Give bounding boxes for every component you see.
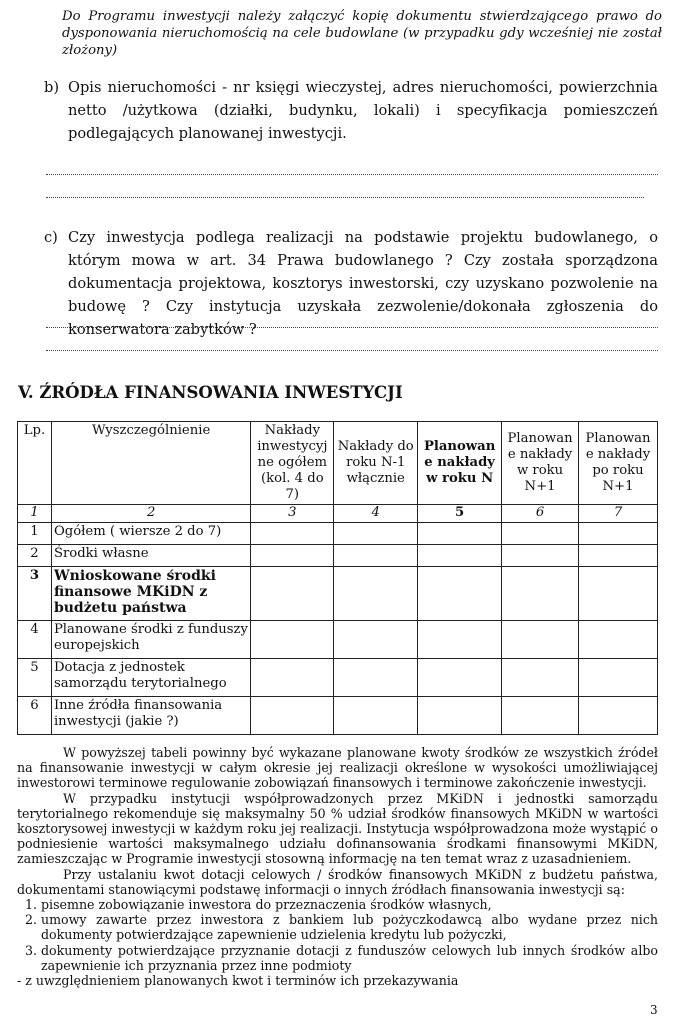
table-row bbox=[18, 523, 658, 545]
row-desc: Inne źródła finansowania inwestycji (jakie ?) bbox=[51, 697, 250, 735]
documents-list bbox=[17, 897, 658, 973]
header-desc: Wyszczególnienie bbox=[51, 422, 250, 505]
cell-value[interactable] bbox=[418, 567, 502, 621]
item-b bbox=[44, 76, 658, 146]
row-lp: 4 bbox=[18, 621, 52, 659]
explanation-paragraph: Przy ustalaniu kwot dotacji celowych / środków finansowych MKiDN z budżetu państwa, dokumentami stanowiącymi podstawę informacji o innych źródłach finansowania inwestycji są: bbox=[17, 866, 658, 897]
table-row bbox=[18, 545, 658, 567]
answer-line bbox=[46, 350, 658, 351]
cell-value[interactable] bbox=[418, 659, 502, 697]
column-number: 5 bbox=[418, 505, 502, 523]
cell-value[interactable] bbox=[579, 545, 658, 567]
column-number: 2 bbox=[51, 505, 250, 523]
column-number: 6 bbox=[502, 505, 579, 523]
explanation-paragraph: W przypadku instytucji współprowadzonych przez MKiDN i jednostki samorządu terytorialnego rekomenduje się maksymalny 50 % udział środków finansowych MKiDN w wartości kosztorysowej inwestycji w każdym roku jej realizacji. Instytucja współprowadzona może wystąpić o podniesienie wartości maksymalnego udziału dofinansowania środkami finansowymi MKiDN, zamieszczając w Programie inwestycji stosowną informację na ten temat wraz z uzasadnieniem. bbox=[17, 790, 658, 867]
cell-value[interactable] bbox=[502, 659, 579, 697]
header-until-n-1: Nakłady do roku N-1 włącznie bbox=[334, 422, 418, 505]
list-item: 2. umowy zawarte przez inwestora z bankiem lub pożyczkodawcą albo wydane przez nich dokumenty potwierdzające zapewnienie udzielenia kredytu lub pożyczki, bbox=[41, 912, 658, 942]
cell-value[interactable] bbox=[251, 567, 334, 621]
column-number: 1 bbox=[18, 505, 52, 523]
list-item: 3. dokumenty potwierdzające przyznanie dotacji z funduszów celowych lub innych środków albo zapewnienie ich przyznania przez inne podmioty bbox=[41, 943, 658, 973]
cell-value[interactable] bbox=[334, 621, 418, 659]
row-lp: 6 bbox=[18, 697, 52, 735]
cell-value[interactable] bbox=[579, 659, 658, 697]
list-item: 1. pisemne zobowiązanie inwestora do przeznaczenia środków własnych, bbox=[41, 897, 658, 912]
table-row bbox=[18, 697, 658, 735]
table-header-row bbox=[18, 422, 658, 505]
cell-value[interactable] bbox=[502, 523, 579, 545]
cell-value[interactable] bbox=[251, 545, 334, 567]
row-desc: Dotacja z jednostek samorządu terytorialnego bbox=[51, 659, 250, 697]
row-desc: Wnioskowane środki finansowe MKiDN z budżetu państwa bbox=[51, 567, 250, 621]
cell-value[interactable] bbox=[418, 621, 502, 659]
page-number: 3 bbox=[650, 1003, 658, 1017]
cell-value[interactable] bbox=[502, 545, 579, 567]
item-c-text: Czy inwestycja podlega realizacji na podstawie projektu budowlanego, o którym mowa w art. 34 Prawa budowlanego ? Czy została sporządzona dokumentacja projektowa, kosztorys inwestorski, czy uzyskano pozwolenie na budowę ? Czy instytucja uzyskała zezwolenie/dokonała zgłoszenia do konserwatora zabytków ? bbox=[68, 229, 658, 338]
column-number: 4 bbox=[334, 505, 418, 523]
cell-value[interactable] bbox=[251, 697, 334, 735]
cell-value[interactable] bbox=[334, 659, 418, 697]
column-number: 3 bbox=[251, 505, 334, 523]
cell-value[interactable] bbox=[334, 697, 418, 735]
answer-line bbox=[46, 327, 658, 328]
header-lp: Lp. bbox=[18, 422, 52, 505]
cell-value[interactable] bbox=[418, 545, 502, 567]
cell-value[interactable] bbox=[251, 523, 334, 545]
table-row bbox=[18, 659, 658, 697]
column-number: 7 bbox=[579, 505, 658, 523]
cell-value[interactable] bbox=[579, 523, 658, 545]
header-year-n: Planowan e nakłady w roku N bbox=[418, 422, 502, 505]
header-year-n1: Planowan e nakłady w roku N+1 bbox=[502, 422, 579, 505]
item-c-label: c) bbox=[44, 229, 58, 246]
explanation-paragraph: W powyższej tabeli powinny być wykazane planowane kwoty środków ze wszystkich źródeł na finansowanie inwestycji w całym okresie jej realizacji określone w wysokości umożliwiającej inwestorowi terminowe regulowanie zobowiązań finansowych i terminowe zakończenie inwestycji. bbox=[17, 745, 658, 791]
table-row bbox=[18, 621, 658, 659]
cell-value[interactable] bbox=[251, 659, 334, 697]
cell-value[interactable] bbox=[579, 567, 658, 621]
header-total: Nakłady inwestycyj ne ogółem (kol. 4 do 7) bbox=[251, 422, 334, 505]
closing-line: - z uwzględnieniem planowanych kwot i terminów ich przekazywania bbox=[17, 973, 459, 989]
cell-value[interactable] bbox=[502, 621, 579, 659]
row-desc: Środki własne bbox=[51, 545, 250, 567]
cell-value[interactable] bbox=[251, 621, 334, 659]
explanatory-text bbox=[17, 745, 658, 988]
cell-value[interactable] bbox=[334, 545, 418, 567]
item-b-label: b) bbox=[44, 79, 60, 96]
cell-value[interactable] bbox=[334, 567, 418, 621]
row-lp: 3 bbox=[18, 567, 52, 621]
answer-line bbox=[46, 174, 658, 175]
row-lp: 2 bbox=[18, 545, 52, 567]
cell-value[interactable] bbox=[334, 523, 418, 545]
cell-value[interactable] bbox=[502, 567, 579, 621]
answer-line bbox=[46, 197, 644, 198]
item-b-text: Opis nieruchomości - nr księgi wieczystej, adres nieruchomości, powierzchnia netto /użytkowa (działki, budynku, lokali) i specyfikacja pomieszczeń podlegających planowanej inwestycji. bbox=[68, 79, 658, 142]
cell-value[interactable] bbox=[418, 523, 502, 545]
item-c bbox=[44, 226, 658, 338]
financing-table bbox=[17, 421, 658, 735]
attachment-note: Do Programu inwestycji należy załączyć kopię dokumentu stwierdzającego prawo do dysponowania nieruchomością na cele budowlane (w przypadku gdy wcześniej nie został złożony) bbox=[62, 9, 662, 58]
header-after-n1: Planowan e nakłady po roku N+1 bbox=[579, 422, 658, 505]
row-desc: Ogółem ( wiersze 2 do 7) bbox=[51, 523, 250, 545]
table-row bbox=[18, 567, 658, 621]
cell-value[interactable] bbox=[502, 697, 579, 735]
cell-value[interactable] bbox=[418, 697, 502, 735]
cell-value[interactable] bbox=[579, 621, 658, 659]
column-number-row bbox=[18, 505, 658, 523]
cell-value[interactable] bbox=[579, 697, 658, 735]
row-lp: 5 bbox=[18, 659, 52, 697]
row-lp: 1 bbox=[18, 523, 52, 545]
row-desc: Planowane środki z funduszy europejskich bbox=[51, 621, 250, 659]
section-heading: V. ŹRÓDŁA FINANSOWANIA INWESTYCJI bbox=[18, 383, 403, 402]
